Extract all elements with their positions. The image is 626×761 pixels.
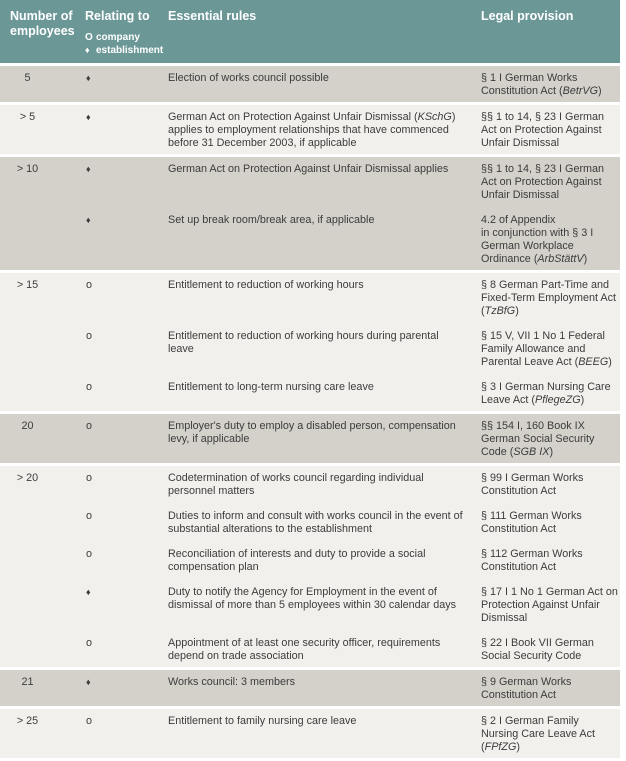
establishment-diamond-icon: ♦ (86, 164, 91, 174)
text-segment: ) (598, 85, 602, 97)
employees-cell: 5 (24, 72, 31, 84)
text-segment: PflegeZG (535, 394, 581, 406)
relating-cell (85, 586, 168, 625)
employees-cell: 20 (21, 420, 34, 432)
legal-text (481, 676, 620, 702)
text-segment: Employer's duty to employ a disabled person, compensation levy, if applicable (168, 420, 456, 445)
rule-row (0, 381, 620, 407)
relating-cell (85, 420, 168, 459)
rule-text (168, 548, 481, 574)
relating-cell (85, 548, 168, 574)
legend-establishment (85, 44, 168, 57)
rule-text (168, 72, 481, 98)
relating-cell (85, 381, 168, 407)
establishment-diamond-icon: ♦ (86, 112, 91, 122)
legal-text (481, 72, 620, 98)
text-segment: ArbStättV (537, 253, 584, 265)
legal-text (481, 510, 620, 536)
establishment-diamond-icon: ♦ (85, 45, 90, 55)
text-segment: BEEG (578, 356, 609, 368)
rule-row (0, 279, 620, 318)
rule-text (168, 279, 481, 318)
legend-label: establishment (96, 45, 164, 56)
rule-text (168, 214, 481, 266)
text-segment: Entitlement to reduction of working hours (168, 279, 364, 291)
legal-text (481, 279, 620, 318)
text-segment: 4.2 of Appendix (481, 214, 556, 226)
text-segment: § 99 I German Works Constitution Act (481, 472, 584, 497)
company-circle-icon: o (86, 548, 93, 560)
legal-text (481, 330, 620, 369)
rule-text (168, 381, 481, 407)
rule-text (168, 637, 481, 663)
text-segment: §§ 154 I, 160 Book IX German Social Security Code ( (481, 420, 595, 458)
legal-text (481, 214, 620, 266)
text-segment: German Act on Protection Against Unfair Dismissal ( (168, 111, 418, 123)
rule-row (0, 111, 620, 150)
relating-cell (85, 163, 168, 202)
company-circle-icon: O (85, 32, 93, 43)
company-circle-icon: o (86, 510, 93, 522)
employee-group (0, 709, 620, 758)
legal-text (481, 472, 620, 498)
employees-cell: > 20 (16, 472, 39, 484)
employee-group (0, 273, 620, 411)
rule-text (168, 330, 481, 369)
text-segment: ) applies to employment relationships that have commenced before 31 December 2003, if applicable (168, 111, 456, 149)
header-number-of-employees: Number of employees (10, 9, 75, 38)
text-segment: § 111 German Works Constitution Act (481, 510, 582, 535)
rule-text (168, 163, 481, 202)
rule-row (0, 715, 620, 754)
employees-cell (0, 330, 85, 369)
text-segment: ) (549, 446, 554, 458)
employees-cell (0, 637, 85, 663)
company-circle-icon: o (86, 472, 93, 484)
rule-row (0, 163, 620, 202)
rule-row (0, 472, 620, 498)
rule-row (0, 548, 620, 574)
employee-group (0, 414, 620, 463)
legal-text (481, 381, 620, 407)
legal-text (481, 715, 620, 754)
relating-to-legend (85, 31, 168, 57)
relating-cell (85, 472, 168, 498)
company-circle-icon: o (86, 637, 93, 649)
text-segment: Election of works council possible (168, 72, 329, 84)
text-segment: ) (583, 253, 588, 265)
company-circle-icon: o (86, 715, 93, 727)
text-segment: Works council: 3 members (168, 676, 296, 688)
text-segment: § 9 German Works Constitution Act (481, 676, 572, 701)
text-segment: §§ 1 to 14, § 23 I German Act on Protection Against Unfair Dismissal (481, 163, 605, 201)
relating-cell (85, 111, 168, 150)
employees-cell (0, 381, 85, 407)
employee-group (0, 105, 620, 154)
employee-group (0, 66, 620, 102)
relating-cell (85, 510, 168, 536)
establishment-diamond-icon: ♦ (86, 587, 91, 597)
text-segment: German Act on Protection Against Unfair Dismissal applies (168, 163, 449, 175)
rule-text (168, 586, 481, 625)
relating-cell (85, 72, 168, 98)
text-segment: TzBfG (484, 305, 516, 317)
relating-cell (85, 637, 168, 663)
company-circle-icon: o (86, 420, 93, 432)
employee-group (0, 466, 620, 667)
rule-text (168, 420, 481, 459)
rule-text (168, 676, 481, 702)
employees-cell: > 15 (16, 279, 39, 291)
rule-text (168, 472, 481, 498)
legal-text (481, 586, 620, 625)
rule-row (0, 72, 620, 98)
text-segment: Codetermination of works council regarding individual personnel matters (168, 472, 424, 497)
employees-cell (0, 510, 85, 536)
rule-row (0, 330, 620, 369)
employees-cell (0, 548, 85, 574)
text-segment: Reconciliation of interests and duty to provide a social compensation plan (168, 548, 426, 573)
employees-cell: > 10 (16, 163, 39, 175)
text-segment: Appointment of at least one security officer, requirements depend on trade association (168, 637, 441, 662)
text-segment: FPfZG (484, 741, 517, 753)
text-segment: § 2 I German Family Nursing Care Leave Act ( (481, 715, 596, 753)
text-segment: KSchG (417, 111, 452, 123)
legal-text (481, 111, 620, 150)
employees-cell (0, 214, 85, 266)
text-segment: § 3 I German Nursing Care Leave Act ( (481, 381, 611, 406)
rule-text (168, 111, 481, 150)
relating-cell (85, 330, 168, 369)
legend-company (85, 31, 168, 44)
establishment-diamond-icon: ♦ (86, 677, 91, 687)
text-segment: § 17 I 1 No 1 German Act on Protection Against Unfair Dismissal (481, 586, 618, 624)
employees-cell: > 25 (16, 715, 39, 727)
text-segment: ) (580, 394, 585, 406)
relating-cell (85, 214, 168, 266)
legend-label: company (96, 32, 140, 43)
relating-cell (85, 279, 168, 318)
text-segment: Entitlement to family nursing care leave (168, 715, 357, 727)
company-circle-icon: o (86, 279, 93, 291)
legal-text (481, 548, 620, 574)
rule-row (0, 676, 620, 702)
legal-text (481, 420, 620, 459)
establishment-diamond-icon: ♦ (86, 73, 91, 83)
relating-cell (85, 715, 168, 754)
text-segment: Set up break room/break area, if applicable (168, 214, 375, 226)
text-segment: Duties to inform and consult with works council in the event of substantial alterations to the establishment (168, 510, 463, 535)
text-segment: ) (515, 305, 519, 317)
text-segment: ) (608, 356, 612, 368)
text-segment: Duty to notify the Agency for Employment in the event of dismissal of more than 5 employees within 30 calendar days (168, 586, 457, 611)
legal-text (481, 163, 620, 202)
employees-cell (0, 586, 85, 625)
relating-cell (85, 676, 168, 702)
text-segment: in conjunction with § 3 I German Workplace Ordinance ( (481, 227, 594, 265)
text-segment: § 1 I German Works Constitution Act ( (481, 72, 578, 97)
company-circle-icon: o (86, 330, 93, 342)
rule-row (0, 420, 620, 459)
employees-cell: > 5 (19, 111, 36, 123)
relating-to-label: Relating to (85, 9, 150, 23)
header-legal-provision: Legal provision (481, 9, 574, 23)
employee-group (0, 670, 620, 706)
text-segment: BetrVG (562, 85, 599, 97)
text-segment: § 22 I Book VII German Social Security Code (481, 637, 594, 662)
text-segment: § 112 German Works Constitution Act (481, 548, 583, 573)
establishment-diamond-icon: ♦ (86, 215, 91, 225)
text-segment: §§ 1 to 14, § 23 I German Act on Protection Against Unfair Dismissal (481, 111, 605, 149)
company-circle-icon: o (86, 381, 93, 393)
legal-text (481, 637, 620, 663)
employee-group (0, 157, 620, 270)
employees-cell: 21 (21, 676, 34, 688)
table-header (0, 0, 620, 63)
text-segment: § 15 V, VII 1 No 1 Federal Family Allowance and Parental Leave Act ( (481, 330, 605, 368)
text-segment: SGB IX (513, 446, 550, 458)
text-segment: Entitlement to reduction of working hours during parental leave (168, 330, 439, 355)
text-segment: ) (516, 741, 521, 753)
rule-text (168, 510, 481, 536)
rule-text (168, 715, 481, 754)
rule-row (0, 510, 620, 536)
rule-row (0, 586, 620, 625)
header-relating-to (85, 9, 168, 63)
table-body (0, 66, 620, 758)
text-segment: Entitlement to long-term nursing care leave (168, 381, 374, 393)
header-essential-rules: Essential rules (168, 9, 257, 23)
rule-row (0, 637, 620, 663)
text-segment: § 8 German Part-Time and Fixed-Term Employment Act ( (481, 279, 616, 317)
rule-row (0, 214, 620, 266)
